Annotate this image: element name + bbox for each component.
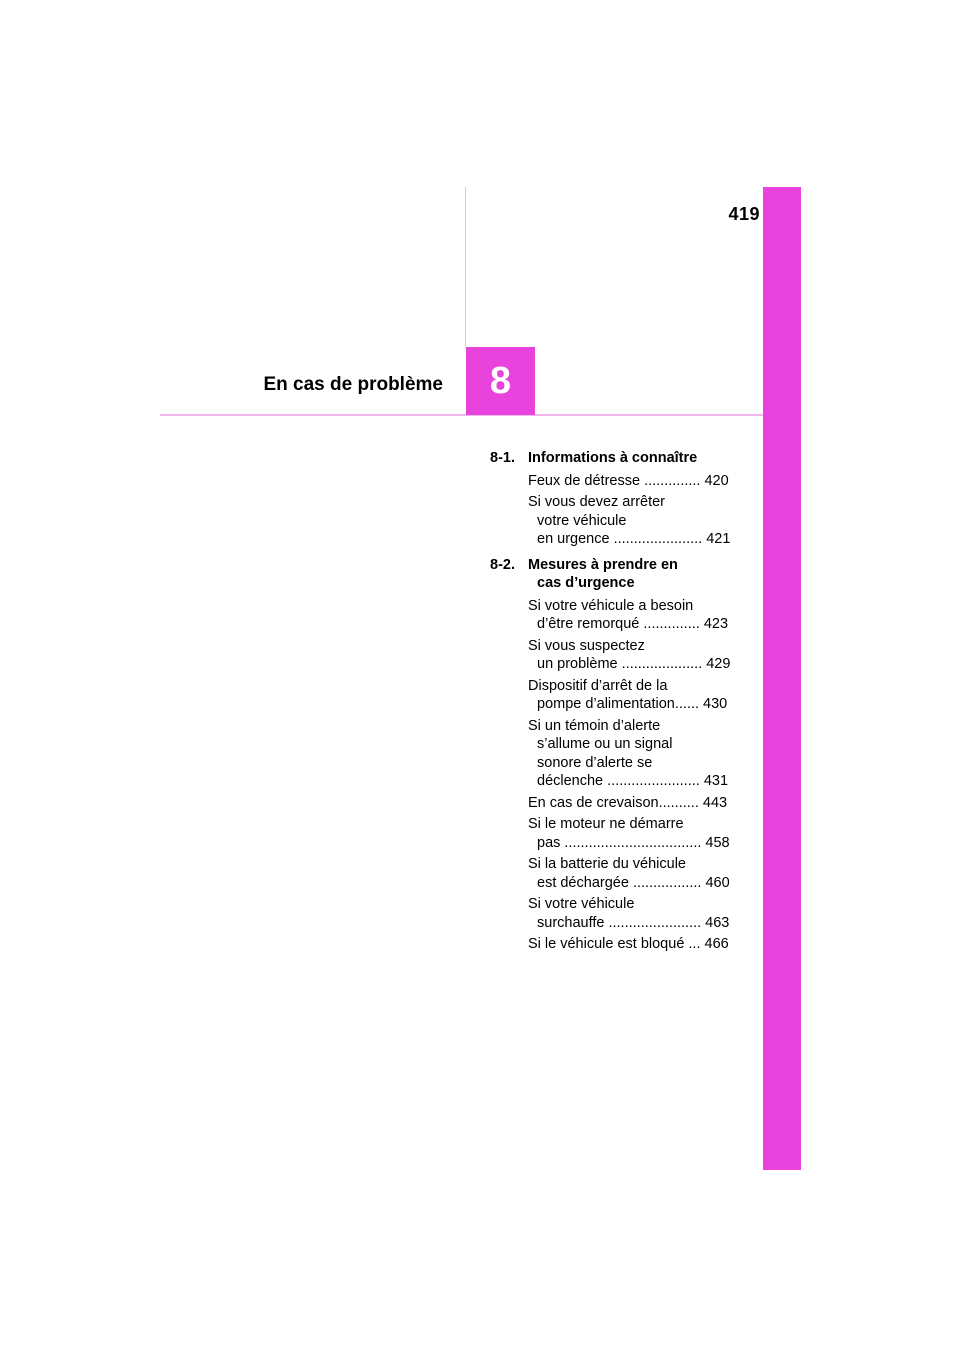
toc-entry[interactable]	[490, 935, 740, 954]
vertical-rule	[465, 187, 466, 347]
section-title-line: Mesures à prendre en	[528, 556, 678, 573]
chapter-number-badge: 8	[466, 347, 535, 415]
toc-entry[interactable]	[490, 597, 740, 634]
toc-entry-line: En cas de crevaison.......... 443	[528, 794, 728, 811]
toc-entry-line: déclenche ....................... 431	[537, 773, 729, 789]
toc-entry-line: Si votre véhicule a besoin	[528, 597, 694, 614]
side-thumb-tab	[763, 187, 801, 1170]
horizontal-rule	[160, 414, 763, 416]
toc-entry-line: Si la batterie du véhicule	[528, 856, 686, 872]
chapter-title: En cas de problème	[263, 374, 443, 395]
toc-entry-line: en urgence ...................... 421	[537, 531, 731, 547]
toc-entry-line: pas .................................. 458	[537, 834, 730, 851]
toc-entry-line: Si vous suspectez	[528, 637, 645, 654]
toc-entry-line: pompe d’alimentation...... 430	[537, 696, 728, 712]
toc-entry-line: s’allume ou un signal	[537, 736, 673, 752]
toc-entry-line: surchauffe ....................... 463	[537, 914, 730, 931]
toc-entry-line: Si vous devez arrêter	[528, 494, 666, 510]
toc-entry[interactable]	[490, 472, 740, 491]
toc-entry[interactable]	[490, 677, 740, 714]
section-title-line: Informations à connaître	[528, 450, 698, 466]
toc-entry[interactable]	[490, 637, 740, 674]
table-of-contents	[490, 449, 740, 957]
toc-entry-line: votre véhicule	[537, 512, 627, 529]
toc-entry[interactable]	[490, 815, 740, 852]
toc-entry[interactable]	[490, 855, 740, 892]
toc-entry[interactable]	[490, 895, 740, 932]
toc-entry-line: est déchargée ................. 460	[537, 874, 730, 891]
toc-entry-line: Si le moteur ne démarre	[528, 816, 684, 832]
toc-entry-line: Si le véhicule est bloqué ... 466	[528, 936, 729, 952]
toc-entry-line: Si un témoin d’alerte	[528, 717, 661, 734]
section-number: 8-2.	[490, 556, 515, 573]
section-title-line: cas d’urgence	[537, 575, 635, 591]
toc-entry[interactable]	[490, 794, 740, 813]
toc-entry-line: Dispositif d’arrêt de la	[528, 677, 668, 694]
toc-entry-line: un problème .................... 429	[537, 656, 731, 672]
toc-entry-line: sonore d’alerte se	[537, 754, 653, 771]
toc-entry[interactable]	[490, 493, 740, 549]
page-number: 419	[728, 204, 760, 224]
toc-entry-line: Feux de détresse .............. 420	[528, 472, 729, 489]
toc-section-heading	[490, 449, 740, 468]
toc-section-heading	[490, 556, 740, 593]
toc-entry-line: Si votre véhicule	[528, 896, 635, 912]
toc-entry-line: d’être remorqué .............. 423	[537, 616, 729, 632]
toc-entry[interactable]	[490, 717, 740, 791]
section-number: 8-1.	[490, 450, 515, 466]
